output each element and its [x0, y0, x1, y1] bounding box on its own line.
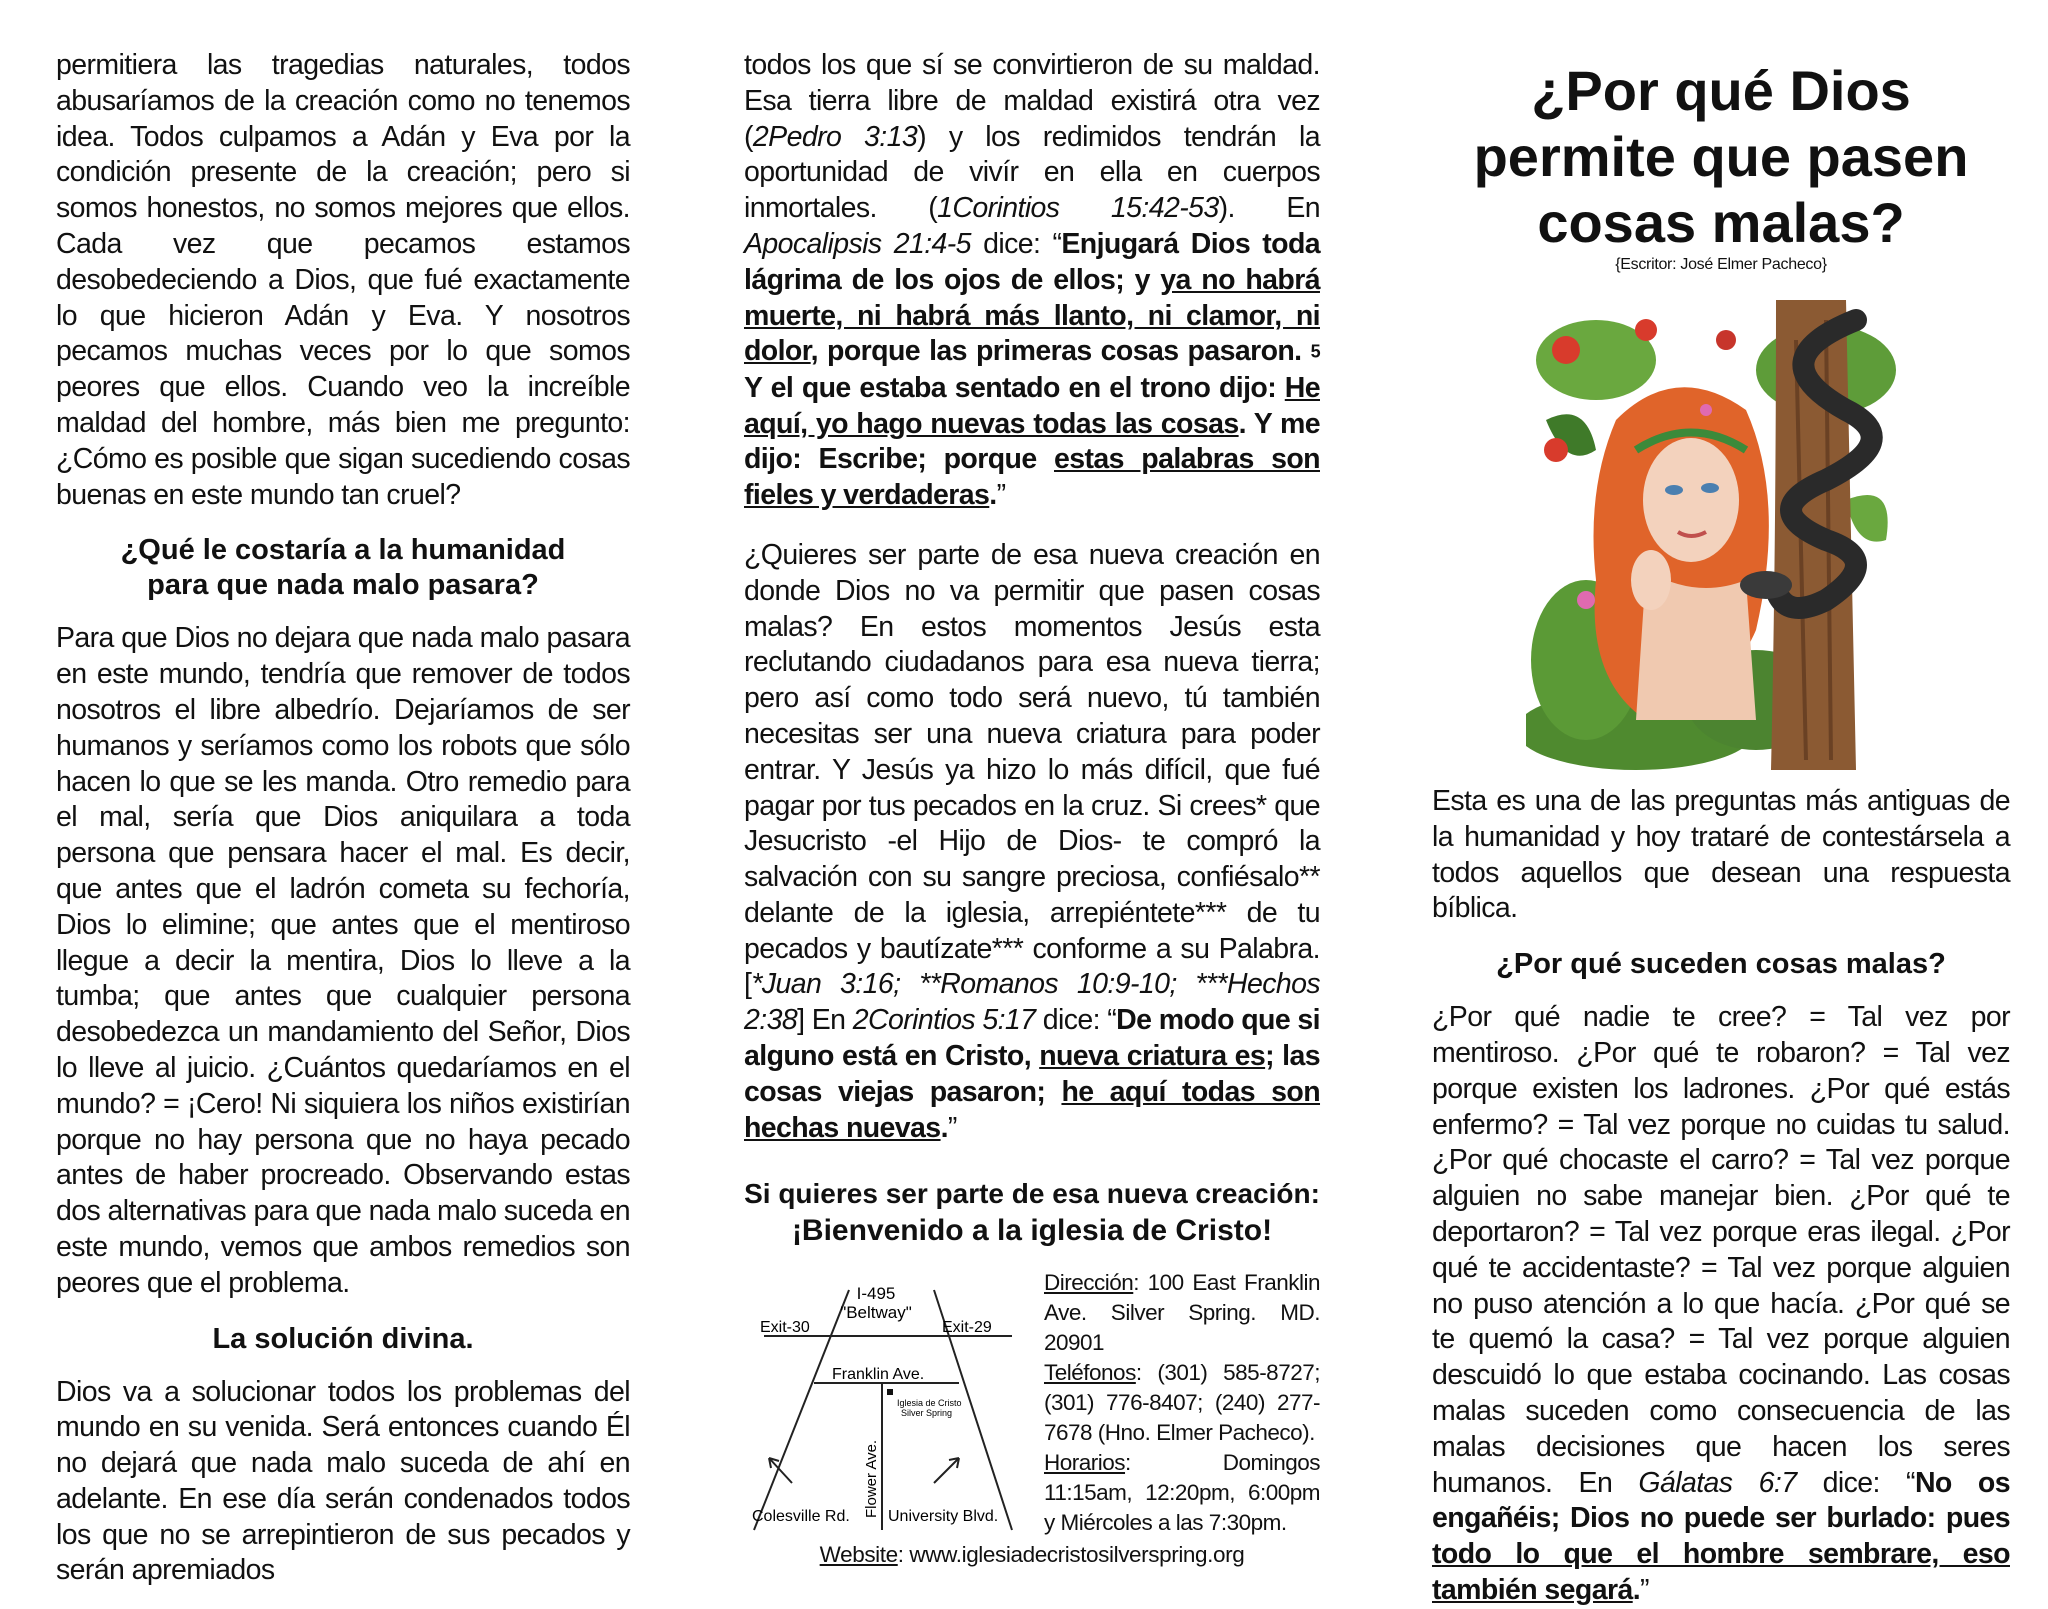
title-line-3: cosas malas? — [1537, 191, 1905, 254]
text-run: ” — [996, 479, 1006, 512]
map-label-colesville: Colesville Rd. — [752, 1508, 850, 1526]
paragraph-free-will: Para que Dios no dejara que nada malo pasara en este mundo, tendría que remover de todos nosotros el libre albedrío. Dejaríamos de ser humanos y seríamos como los robots que sólo hacen lo que se les manda. Otro remedio para el mal, sería que Dios aniquilara a toda persona que pensara hacer el mal. Es decir, que antes que el ladrón cometa su fechoría, Dios lo elimine; que antes que el mentiroso llegue a decir la mentira, Dios lo lleve a la tumba; que antes que cualquier persona desobedezca un mandamiento del Señor, Dios lo lleve al juicio. ¿Cuántos quedaríamos en el mundo? = ¡Cero! Ni siquiera los niños existirían porque no hay persona que no haya pecado antes de haber procreado. Observando estas dos alternativas para que nada malo suceda en este mundo, vemos que ambos remedios son peores que el problema. — [56, 622, 630, 1299]
address — [1044, 1268, 1320, 1358]
cover-title — [1432, 58, 2010, 256]
contact-section — [744, 1268, 1320, 1538]
map-label-franklin: Franklin Ave. — [832, 1366, 925, 1384]
phones-text: : (301) 585-8727; (301) 776-8407; (240) 277-7678 (Hno. Elmer Pacheco). — [1044, 1360, 1320, 1446]
map-label-highway: I-495 — [856, 1284, 896, 1304]
website-url: : www.iglesiadecristosilverspring.org — [897, 1542, 1245, 1568]
scripture-ref: 1Corintios 15:42-53 — [937, 192, 1219, 225]
paragraph-causes — [1432, 1000, 2010, 1609]
title-line-2: permite que pasen — [1473, 125, 1969, 188]
quote-revelation — [744, 228, 1320, 511]
face — [1643, 438, 1739, 562]
heading-why-bad-things: ¿Por qué suceden cosas malas? — [1496, 948, 1946, 981]
church-marker — [887, 1389, 893, 1395]
eve-serpent-illustration — [1526, 300, 1916, 770]
welcome-line-1: Si quieres ser parte de esa nueva creación: — [744, 1178, 1320, 1210]
map-label-church: Iglesia de Cristo — [897, 1398, 962, 1409]
heading-divine-solution: La solución divina. — [212, 1322, 474, 1355]
quote-underline: he aquí todas son hechas nuevas — [744, 1075, 1321, 1144]
text-run: ; las cosas viejas pasaron; — [744, 1040, 1320, 1108]
text-run: ] En — [797, 1004, 853, 1037]
schedule-text: : Domingos 11:15am, 12:20pm, 6:00pm y Miércoles a las 7:30pm. — [1044, 1450, 1320, 1536]
quote-underline: todo lo que el hombre sembrare, eso también segará — [1432, 1538, 2010, 1606]
contact-info — [1044, 1268, 1320, 1538]
serpent-head — [1740, 571, 1792, 599]
phones-label: Teléfonos — [1044, 1360, 1136, 1386]
scripture-ref: *Juan 3:16; **Romanos 10:9-10; ***Hechos 2:38 — [744, 968, 1320, 1037]
text-run: Y el que estaba sentado en el trono dijo: — [744, 371, 1285, 404]
website-label: Website — [819, 1542, 898, 1568]
text-run: De modo que si alguno está en Cristo, — [744, 1004, 1320, 1073]
text-run: ” — [1640, 1573, 1649, 1606]
directions-map — [744, 1268, 1034, 1538]
text-run: ” — [947, 1111, 957, 1144]
panel-left — [56, 48, 630, 1589]
text-run: dice: “ — [1035, 1004, 1117, 1037]
text-run: , porque las primeras cosas pasaron. — [810, 335, 1302, 368]
address-label: Dirección — [1044, 1270, 1134, 1296]
paragraph-new-earth — [744, 48, 1320, 514]
map-label-university: University Blvd. — [888, 1508, 999, 1526]
quote-underline: ya no habrá muerte, ni habrá más llanto, ni clamor, ni dolor — [744, 263, 1320, 368]
panel-cover — [1432, 48, 2010, 1609]
fruit — [1635, 319, 1657, 341]
text-run: . Y me dijo: Escribe; porque — [744, 407, 1320, 476]
paragraph-solution: Dios va a solucionar todos los problemas del mundo en su venida. Será entonces cuando Él no dejará que nada malo suceda de ahí en adelante. En ese día serán condenados todos los que no se arrepintieron de sus pecados y serán apremiados — [56, 1375, 630, 1587]
map-label-exit-30: Exit-30 — [760, 1319, 810, 1337]
panel-middle — [744, 48, 1320, 1568]
scripture-ref: 2Pedro 3:13 — [752, 120, 918, 153]
text-run: . — [1632, 1573, 1641, 1606]
map-label-beltway: "Beltway" — [840, 1303, 912, 1323]
paragraph-intro: Esta es una de las preguntas más antiguas de la humanidad y hoy trataré de contestársela a todos aquellos que desean una respuesta bíblica. — [1432, 785, 2010, 925]
text-run: . — [940, 1111, 948, 1144]
text-run: ). En — [1218, 192, 1320, 225]
map-label-flower: Flower Ave. — [863, 1440, 880, 1519]
hand — [1631, 550, 1671, 610]
arrow-university — [934, 1458, 959, 1483]
phones — [1044, 1358, 1320, 1448]
fruit — [1716, 330, 1736, 350]
welcome-line-2: ¡Bienvenido a la iglesia de Cristo! — [791, 1214, 1273, 1248]
paragraph-invitation — [744, 538, 1320, 1147]
scripture-ref: Gálatas 6:7 — [1638, 1466, 1797, 1499]
scripture-ref: 2Corintios 5:17 — [852, 1004, 1036, 1037]
quote-underline: estas palabras son fieles y verdaderas — [744, 443, 1320, 512]
heading-line-1: ¿Qué le costaría a la humanidad — [120, 534, 566, 567]
paragraph-intro-continued: permitiera las tragedias naturales, todos abusaríamos de la creación como no tenemos idea. Todos culpamos a Adán y Eva por la condición presente de la creación; pero si somos honestos, no somos mejores que ellos. Cada vez que pecamos estamos desobedeciendo a Dios, que fué exactamente lo que hicieron Adán y Eva. Y nosotros pecamos muchas veces por lo que somos peores que ellos. Cuando veo la increíble maldad del hombre, más bien me pregunto: ¿Cómo es posible que sigan sucediendo cosas buenas en este mundo tan cruel? — [56, 49, 630, 511]
map-label-exit-29: Exit-29 — [942, 1319, 992, 1337]
verse-number: 5 — [1310, 341, 1321, 362]
welcome-block — [744, 1176, 1320, 1250]
text-run: ¿Quieres ser parte de esa nueva creación en donde Dios no va permitir que pasen cosas malas? En estos momentos Jesús esta reclutando ciudadanos para esa nueva tierra; pero así como todo será nuevo, tú también necesitas ser una nueva criatura para poder entrar. Y Jesús ya hizo lo más difícil, que fué pagar por tus pecados en la cruz. Si crees* que Jesucristo -el Hijo de Dios- te compró la salvación con su sangre preciosa, confiésalo** delante de la iglesia, arrepiéntete*** de tu pecados y bautízate*** conforme a su Palabra. [ — [744, 538, 1320, 1001]
address-text: : 100 East Franklin Ave. Silver Spring. MD. 20901 — [1044, 1270, 1320, 1356]
title-line-1: ¿Por qué Dios — [1531, 59, 1911, 122]
text-run: ) y los redimidos tendrán la oportunidad de vivír en ella en cuerpos inmortales. ( — [744, 120, 1320, 225]
map-label-church-city: Silver Spring — [901, 1408, 953, 1419]
text-run: . — [989, 479, 997, 512]
schedule-label: Horarios — [1044, 1450, 1126, 1476]
quote-underline: He aquí, yo hago nuevas todas las cosas — [744, 371, 1320, 440]
website — [744, 1542, 1320, 1568]
heading-cost-to-humanity — [56, 533, 630, 603]
text-run: ¿Por qué nadie te cree? = Tal vez por mentiroso. ¿Por qué te robaron? = Tal vez porque existen los ladrones. ¿Por qué estás enfermo? = Tal vez porque no cuidas tu salud. ¿Por qué chocaste el carro? = Tal vez porque alguien no sabe manejar bien. ¿Por qué te deportaron? = Tal vez porque eras ilegal. ¿Por qué te accidentaste? = Tal vez porque alguien no puso atención a lo que hacía. ¿Por qué se te quemó la casa? = Tal vez porque alguien descuidó lo que estaba cocinando. Las cosas malas suceden como consecuencia de las malas decisiones que hacen los seres humanos. En — [1432, 1001, 2010, 1499]
text-run: dice: “ — [1796, 1466, 1915, 1499]
fruit — [1552, 336, 1580, 364]
text-run: dice: “ — [970, 227, 1062, 260]
text-run: No os engañéis; Dios no puede ser burlado: pues — [1432, 1466, 2010, 1535]
heading-line-2: para que nada malo pasara? — [147, 569, 539, 602]
scripture-ref: Apocalipsis 21:4-5 — [744, 227, 971, 260]
quote-underline: nueva criatura es — [1039, 1040, 1266, 1073]
schedule — [1044, 1448, 1320, 1538]
text-run: Enjugará Dios toda lágrima de los ojos de ellos; y — [744, 227, 1320, 296]
author-credit: {Escritor: José Elmer Pacheco} — [1615, 256, 1827, 273]
fruit — [1544, 438, 1568, 462]
text-run: todos los que sí se convirtieron de su maldad. Esa tierra libre de maldad existirá otra vez ( — [744, 49, 1320, 153]
